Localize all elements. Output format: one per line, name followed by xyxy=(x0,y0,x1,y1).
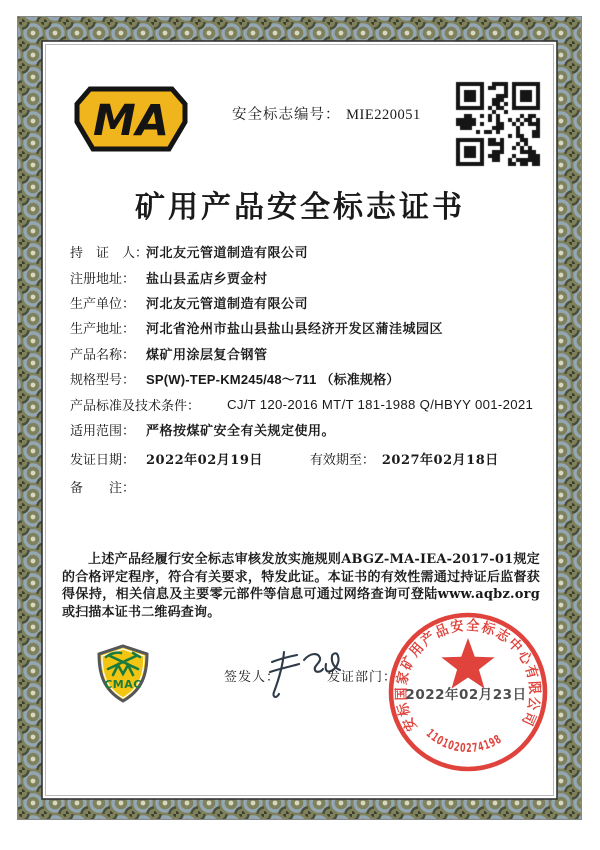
seal-number: 1101020274198 xyxy=(423,726,508,756)
field-value: 煤矿用涂层复合钢管 xyxy=(146,347,268,363)
field-row-product-name xyxy=(70,341,550,366)
ma-logo-text: MA xyxy=(92,96,170,146)
field-row-manufacturer xyxy=(70,290,550,315)
field-row-holder xyxy=(70,239,550,264)
certificate-title: 矿用产品安全标志证书 xyxy=(135,190,465,225)
field-label: 注册地址： xyxy=(70,271,136,287)
field-value: SP(W)-TEP-KM245/48～711 （标准规格） xyxy=(146,372,400,388)
seal-star-icon xyxy=(441,638,494,689)
seal-ring-text: 安标国家矿用产品安全标志中心有限公司 xyxy=(393,617,543,734)
field-label: 适用范围： xyxy=(70,423,136,439)
certificate-number-value: MIE220051 xyxy=(346,107,421,123)
valid-until-label: 有效期至： xyxy=(309,453,375,469)
field-value: 盐山县孟店乡贾金村 xyxy=(146,271,268,287)
field-label: 产品名称： xyxy=(70,347,136,363)
field-row-model-spec xyxy=(70,366,550,391)
field-value: 严格按煤矿安全有关规定使用。 xyxy=(146,423,336,439)
certificate-fields xyxy=(70,239,550,499)
ma-safety-mark-logo xyxy=(74,86,188,152)
field-label: 生产地址： xyxy=(70,322,136,338)
field-value: 河北友元管道制造有限公司 xyxy=(146,296,309,312)
valid-until-value: 2027年02月18日 xyxy=(381,453,499,469)
field-row-dates xyxy=(70,446,550,471)
field-label: 规格型号： xyxy=(70,373,136,389)
official-seal xyxy=(378,598,558,793)
field-row-registered-address xyxy=(70,264,550,289)
qr-code xyxy=(455,81,541,167)
field-label: 生产单位： xyxy=(70,296,136,312)
issue-date-label: 发证日期： xyxy=(70,453,136,469)
field-label: 产品标准及技术条件： xyxy=(70,398,201,414)
issue-date-value: 2022年02月19日 xyxy=(146,453,263,469)
signer-label: 签发人： xyxy=(224,670,281,685)
field-row-standards xyxy=(70,391,550,416)
issuing-department-label: 发证部门： xyxy=(327,670,398,685)
declaration-paragraph: 上述产品经履行安全标志审核发放实施规则ABGZ-MA-IEA-2017-01规定的合格评定程序，符合有关要求，特发此证。本证书的有效性需通过持证后监督获得保持，相关信息及主要零元部件等信息可通过网络查询可登陆www.aqbz.org或扫描本证书二维码查询。 xyxy=(62,552,540,620)
field-value: 河北省沧州市盐山县盐山县经济开发区蒲洼城园区 xyxy=(146,322,444,338)
certificate-number-line xyxy=(232,103,421,124)
field-label: 持 证 人： xyxy=(70,246,149,262)
cmac-text: CMAC xyxy=(104,678,142,691)
remark-label: 备 注： xyxy=(70,480,136,496)
field-value: CJ/T 120-2016 MT/T 181-1988 Q/HBYY 001-2021 xyxy=(227,396,534,412)
field-row-remark xyxy=(70,474,550,499)
seal-date: 2022年02月23日 xyxy=(405,687,527,703)
certificate-number-label: 安全标志编号： xyxy=(232,107,341,123)
field-value: 河北友元管道制造有限公司 xyxy=(146,246,309,262)
field-row-production-address xyxy=(70,315,550,340)
cmac-shield-logo xyxy=(95,644,151,704)
svg-text:1101020274198 xyxy=(423,726,508,756)
field-row-scope xyxy=(70,417,550,442)
